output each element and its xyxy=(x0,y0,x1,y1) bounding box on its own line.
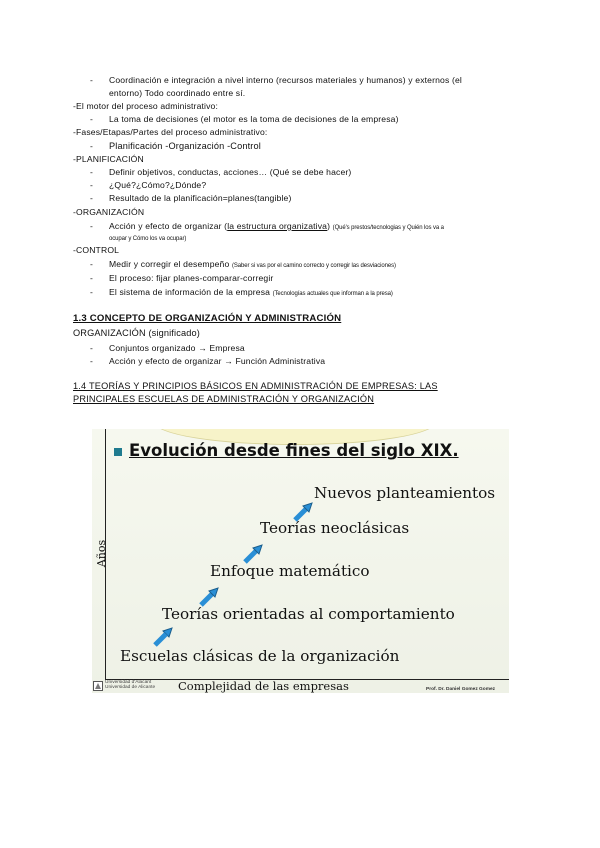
list-dash: - xyxy=(90,356,93,366)
list-dash: - xyxy=(90,221,93,231)
stage-neoclassical: Teorías neoclásicas xyxy=(260,519,410,537)
slide-bullet-square xyxy=(114,448,122,456)
university-name-text: Universidad d'Alacant Universidad de Alicante xyxy=(105,680,156,690)
org-structure-underlined: la estructura organizativa xyxy=(227,221,328,231)
list-dash: - xyxy=(90,287,93,297)
list-item-measure xyxy=(109,259,396,272)
arrow-icon xyxy=(292,501,314,523)
x-axis-label: Complejidad de las empresas xyxy=(178,679,349,693)
list-dash: - xyxy=(90,180,93,190)
list-item-organized-set: Conjuntos organizado → Empresa xyxy=(109,343,245,353)
section-1-4-heading-line2: PRINCIPALES ESCUELAS DE ADMINISTRACIÓN Y ORGANIZACIÓN xyxy=(73,394,375,404)
arrow-icon xyxy=(152,626,174,648)
list-item-org-action xyxy=(109,221,444,234)
list-dash: - xyxy=(90,167,93,177)
org-action-paren: ) xyxy=(327,221,333,231)
list-dash: - xyxy=(90,141,93,151)
org-action-note: (Qué's prestos/tecnologias y Quién los va a xyxy=(332,225,444,231)
university-logo-icon xyxy=(93,681,103,691)
list-item-decision: La toma de decisiones (el motor es la toma de decisiones de la empresa) xyxy=(109,114,399,124)
list-item-process: El proceso: fijar planes-comparar-corregir xyxy=(109,273,274,283)
info-system-note: (Tecnologías actuales que informan a la presa) xyxy=(272,291,393,297)
org-action-note-cont: ocupar y Cómo los va ocupar) xyxy=(109,236,187,242)
section-1-3-heading: 1.3 CONCEPTO DE ORGANIZACIÓN Y ADMINISTRACIÓN xyxy=(73,313,342,324)
list-item-define: Definir objetivos, conductas, acciones… (Qué se debe hacer) xyxy=(109,167,352,177)
list-item-phases: Planificación -Organización -Control xyxy=(109,141,261,151)
org-action-text: Acción y efecto de organizar ( xyxy=(109,221,228,231)
list-item-coordination: Coordinación e integración a nivel interno (recursos materiales y humanos) y externos (el xyxy=(109,75,462,85)
phases-heading: -Fases/Etapas/Partes del proceso administrativo: xyxy=(73,127,268,137)
y-axis-label: Años xyxy=(95,539,109,568)
list-item-coordination-cont: entorno) Todo coordinado entre sí. xyxy=(109,88,246,98)
motor-heading: -El motor del proceso administrativo: xyxy=(73,101,219,111)
org-meaning-heading: ORGANIZACIÓN (significado) xyxy=(73,328,200,338)
list-item-admin-function: Acción y efecto de organizar → Función Administrativa xyxy=(109,356,326,366)
measure-text: Medir y corregir el desempeño xyxy=(109,259,232,269)
list-item-info-system xyxy=(109,287,393,300)
stage-new-approaches: Nuevos planteamientos xyxy=(314,484,496,502)
list-item-questions: ¿Qué?¿Cómo?¿Dónde? xyxy=(109,180,207,190)
list-dash: - xyxy=(90,259,93,269)
section-1-4-heading-line1: 1.4 TEORÍAS Y PRINCIPIOS BÁSICOS EN ADMINISTRACIÓN DE EMPRESAS: LAS xyxy=(73,381,438,391)
stage-classical-schools: Escuelas clásicas de la organización xyxy=(120,647,400,665)
list-item-result: Resultado de la planificación=planes(tangible) xyxy=(109,193,292,203)
info-system-text: El sistema de información de la empresa xyxy=(109,287,273,297)
university-name xyxy=(105,680,155,690)
control-heading: -CONTROL xyxy=(73,245,120,255)
stage-behavioral-theories: Teorías orientadas al comportamiento xyxy=(162,605,455,623)
slide-title: Evolución desde fines del siglo XIX. xyxy=(129,441,459,460)
organization-heading: -ORGANIZACIÓN xyxy=(73,207,145,217)
list-dash: - xyxy=(90,343,93,353)
evolution-slide xyxy=(92,429,509,693)
list-dash: - xyxy=(90,193,93,203)
list-dash: - xyxy=(90,114,93,124)
list-dash: - xyxy=(90,273,93,283)
list-dash: - xyxy=(90,75,93,85)
arrow-icon xyxy=(198,586,220,608)
stage-math-approach: Enfoque matemático xyxy=(210,562,370,580)
slide-author: Prof. Dr. Daniel Gomez Gomez xyxy=(426,687,496,692)
planning-heading: -PLANIFICACIÓN xyxy=(73,154,144,164)
measure-note: (Saber si vas por el camino correcto y corregir las desviaciones) xyxy=(231,263,396,269)
arrow-icon xyxy=(242,543,264,565)
